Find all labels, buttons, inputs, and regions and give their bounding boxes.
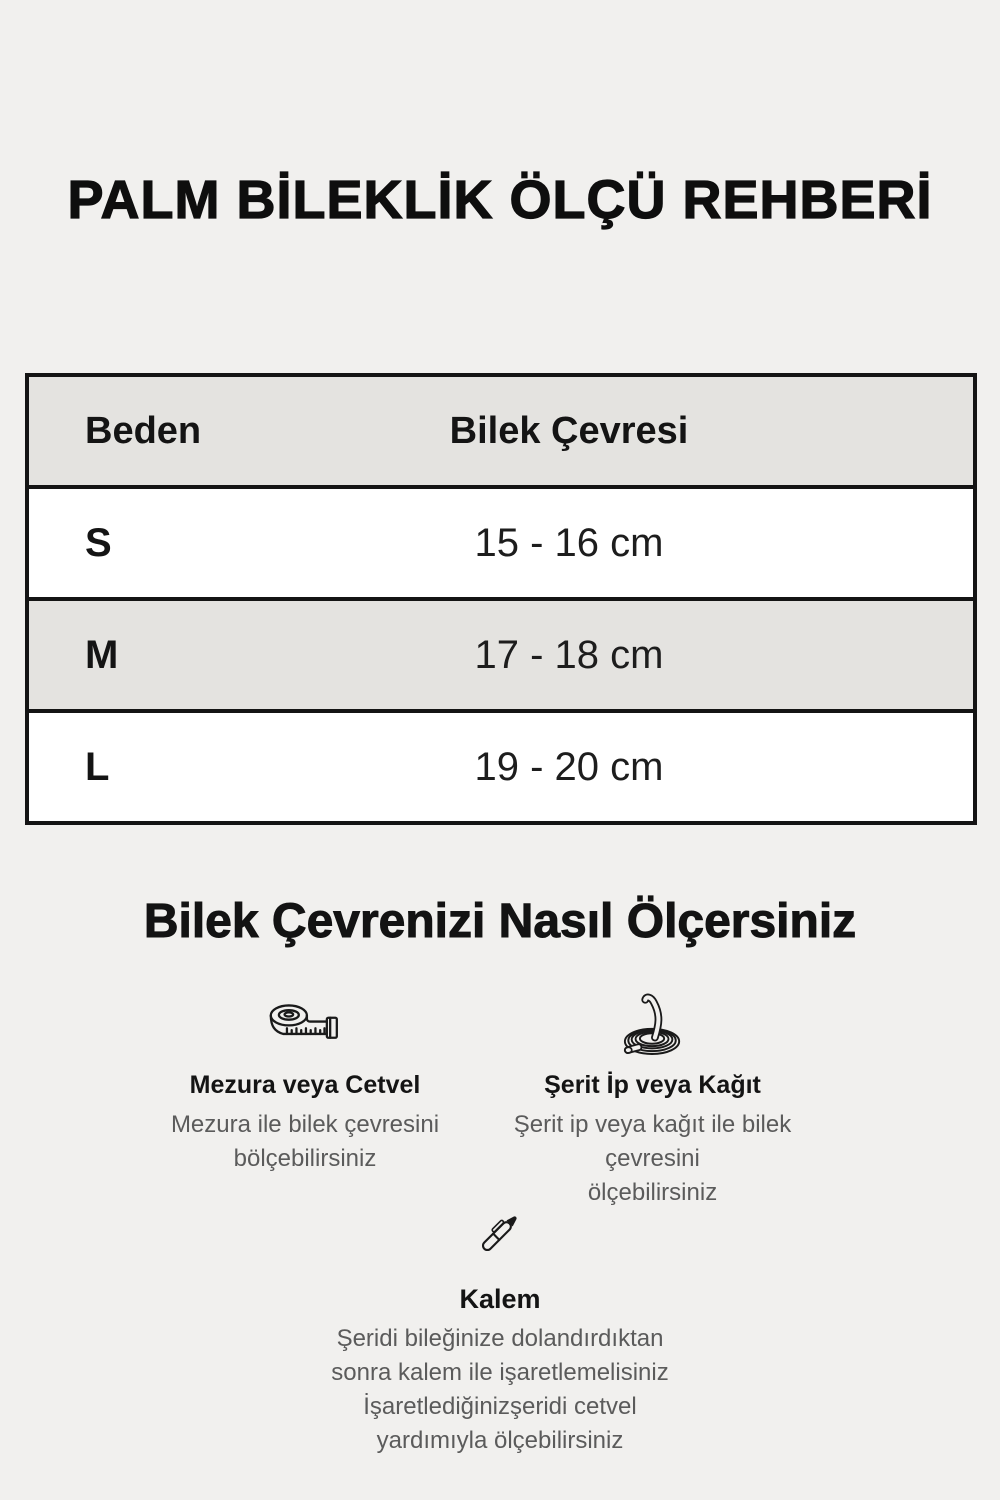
table-row [29,709,973,821]
method-description [130,1108,480,1176]
wrist-range: 19 - 20 cm [474,744,664,789]
size-value: L [85,744,110,789]
size-value: M [85,632,119,677]
column-header-wrist: Bilek Çevresi [449,409,689,452]
size-value: S [85,520,112,565]
pen-icon [0,1200,1000,1266]
description-line: ölçebilirsiniz [587,1179,718,1206]
description-line: sonra kalem ile işaretlemelisiniz [331,1359,669,1386]
method-description [480,1108,825,1210]
wrist-range: 15 - 16 cm [474,520,664,565]
page-title: PALM BİLEKLİK ÖLÇÜ REHBERİ [67,170,933,230]
method-label: Kalem [459,1284,541,1314]
size-guide-table [25,373,977,825]
table-row [29,485,973,597]
method-tape-measure [130,990,480,1210]
method-description [0,1322,1000,1458]
description-line: bölçebilirsiniz [233,1145,377,1172]
tape-measure-icon [130,990,480,1056]
wrist-range: 17 - 18 cm [474,632,664,677]
how-to-measure-heading: Bilek Çevrenizi Nasıl Ölçersiniz [143,895,857,948]
table-row [29,597,973,709]
table-header-row [29,377,973,485]
method-rope [480,990,825,1210]
method-label: Şerit İp veya Kağıt [544,1071,761,1099]
description-line: İşaretlediğinizşeridi cetvel [363,1393,637,1420]
column-header-size: Beden [85,409,202,452]
description-line: yardımıyla ölçebilirsiniz [376,1427,624,1454]
rope-icon [480,990,825,1056]
description-line: Mezura ile bilek çevresini [170,1111,440,1138]
method-label: Mezura veya Cetvel [189,1071,421,1099]
method-pen [0,1200,1000,1458]
description-line: Şeridi bileğinize dolandırdıktan [336,1325,664,1352]
measure-methods [130,990,825,1210]
description-line: Şerit ip veya kağıt ile bilek çevresini [513,1111,792,1172]
